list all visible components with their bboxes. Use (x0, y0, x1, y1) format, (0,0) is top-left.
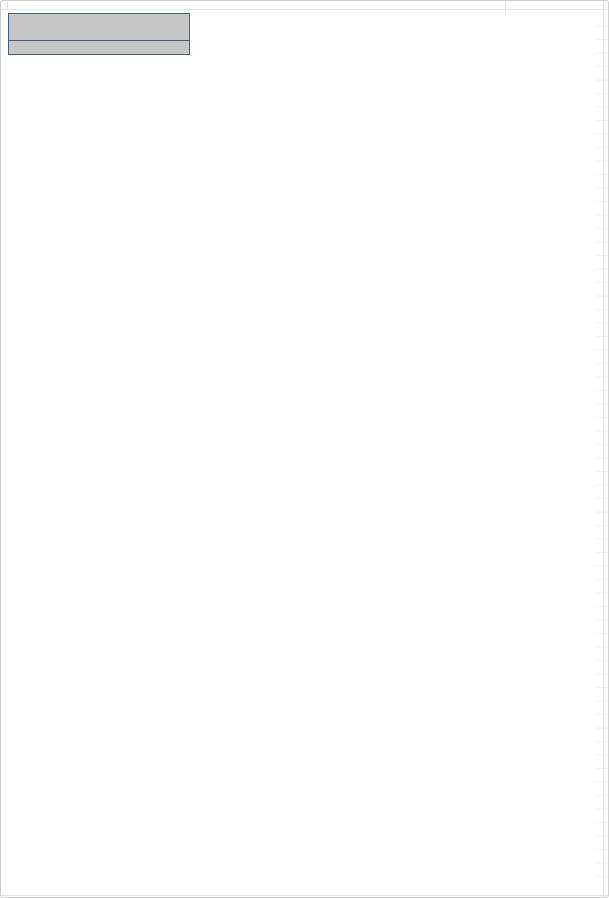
sheet-gridline-bottom (0, 895, 609, 896)
table-header (9, 14, 596, 55)
sheet-gridline-top (0, 9, 609, 10)
report-title (9, 14, 190, 41)
sheet-row-gridlines-strip (596, 13, 609, 889)
header-row-title (9, 14, 596, 41)
header-row-dates (9, 41, 596, 55)
row-label-header (9, 41, 190, 55)
sheet-gridline-top-stub (505, 0, 506, 13)
bank-balance-table (8, 13, 596, 55)
sheet-gridline-topleft-stub (7, 0, 8, 9)
